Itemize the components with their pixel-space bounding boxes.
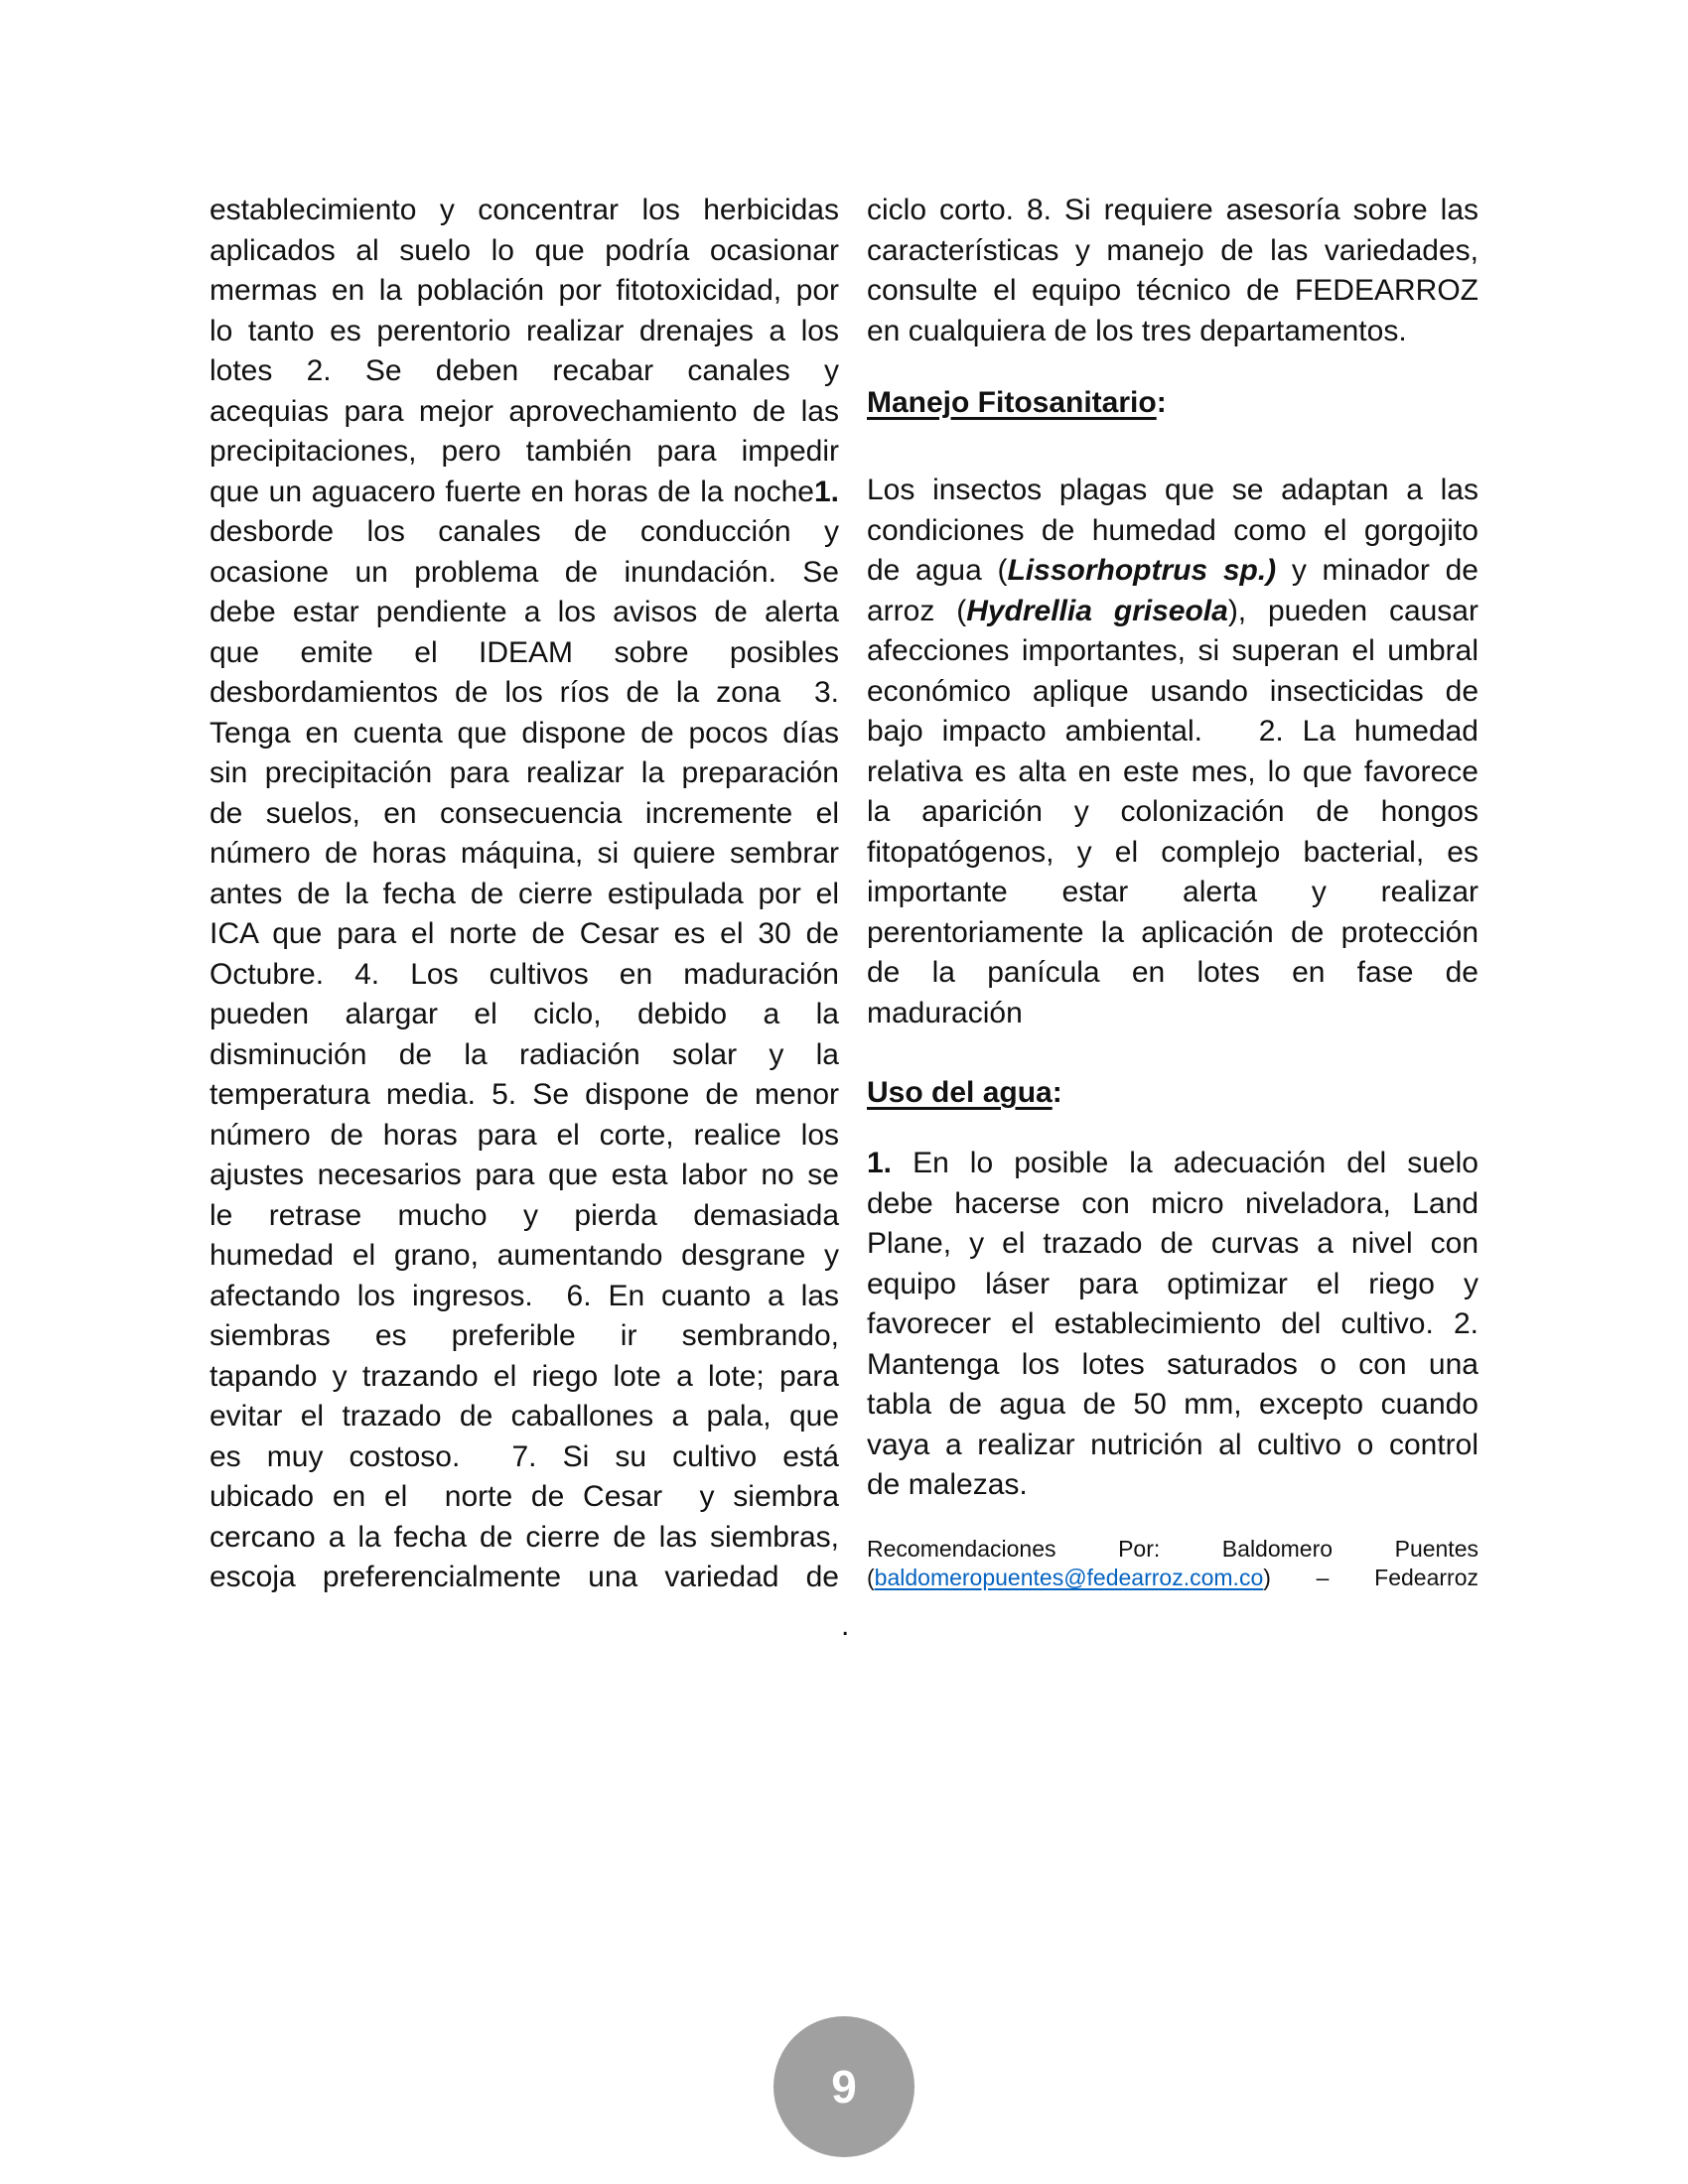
text-line: escoja preferencialmente una variedad de	[210, 1561, 839, 1593]
credits-line-2	[867, 1564, 1478, 1592]
text-line: ICA que para el norte de Cesar es el 30 de	[210, 917, 839, 950]
text-segment: 1.	[813, 475, 839, 508]
text-segment: )	[1263, 1565, 1317, 1590]
text-line: equipo láser para optimizar el riego y	[867, 1267, 1478, 1300]
text-line: pueden alargar el ciclo, debido a la	[210, 998, 839, 1030]
text-line: vaya a realizar nutrición al cultivo o control	[867, 1428, 1478, 1461]
credits-line-1: Recomendaciones Por: Baldomero Puentes	[867, 1536, 1478, 1562]
text-line: afecciones importantes, si superan el umbral	[867, 634, 1478, 667]
text-line: importante estar alerta y realizar	[867, 876, 1478, 908]
text-segment: En lo posible la adecuación del suelo	[892, 1147, 1478, 1179]
text-line: precipitaciones, pero también para impedir	[210, 435, 839, 468]
text-line: temperatura media. 5. Se dispone de menor	[210, 1078, 839, 1111]
stray-period: .	[841, 1609, 850, 1642]
text-line: lotes 2. Se deben recabar canales y	[210, 354, 839, 387]
text-line: Octubre. 4. Los cultivos en maduración	[210, 957, 839, 991]
text-segment: Fedearroz	[1374, 1565, 1478, 1590]
heading-text: Manejo Fitosanitario	[867, 386, 1157, 419]
text-line: Los insectos plagas que se adaptan a las	[867, 474, 1478, 506]
right-paragraph-uso-del-agua	[867, 1144, 1478, 1506]
heading-text: Uso del agua	[867, 1076, 1053, 1109]
text-line: fitopatógenos, y el complejo bacterial, es	[867, 835, 1478, 869]
text-line: tabla de agua de 50 mm, excepto cuando	[867, 1388, 1478, 1421]
heading-colon: :	[1052, 1076, 1062, 1109]
text-segment: arroz (	[867, 594, 967, 627]
text-line: siembras es preferible ir sembrando,	[210, 1319, 839, 1352]
text-line: ajustes necesarios para que esta labor no se	[210, 1159, 839, 1191]
heading-colon: :	[1156, 386, 1167, 419]
text-line: número de horas para el corte, realice los	[210, 1118, 839, 1152]
text-line: Plane, y el trazado de curvas a nivel con	[867, 1227, 1478, 1260]
page-number-badge: 9	[774, 2016, 914, 2157]
text-line: evitar el trazado de caballones a pala, que	[210, 1400, 839, 1433]
text-line	[867, 1144, 1478, 1184]
text-line: sin precipitación para realizar la preparación	[210, 756, 839, 789]
text-line: favorecer el establecimiento del cultivo. 2.	[867, 1307, 1478, 1340]
text-line	[867, 551, 1478, 592]
email-link[interactable]: baldomeropuentes@fedearroz.com.co	[874, 1565, 1264, 1590]
right-paragraph-fitosanitario	[867, 471, 1478, 1033]
text-line: que emite el IDEAM sobre posibles	[210, 635, 839, 669]
text-line: acequias para mejor aprovechamiento de las	[210, 394, 839, 428]
text-line: establecimiento y concentrar los herbicidas	[210, 194, 839, 226]
text-line: Mantenga los lotes saturados o con una	[867, 1347, 1478, 1381]
text-line: en cualquiera de los tres departamentos.	[867, 314, 1407, 347]
text-line: mermas en la población por fitotoxicidad, por	[210, 274, 839, 307]
text-line	[210, 473, 839, 513]
left-column-paragraph	[210, 191, 839, 1598]
text-line: debe estar pendiente a los avisos de alerta	[210, 596, 839, 628]
text-line: perentoriamente la aplicación de protección	[867, 915, 1478, 949]
text-segment: (	[867, 1565, 875, 1590]
text-line: Tenga en cuenta que dispone de pocos días	[210, 716, 839, 750]
text-line: afectando los ingresos. 6. En cuanto a las	[210, 1279, 839, 1312]
text-line: bajo impacto ambiental. 2. La humedad	[867, 715, 1478, 748]
text-segment: 1.	[867, 1147, 893, 1179]
heading-manejo-fitosanitario	[867, 383, 1167, 424]
text-line: lo tanto es perentorio realizar drenajes a los	[210, 314, 839, 347]
text-line: número de horas máquina, si quiere sembrar	[210, 837, 839, 870]
credits-footer	[867, 1535, 1478, 1592]
right-paragraph-intro	[867, 191, 1478, 351]
text-line: debe hacerse con micro niveladora, Land	[867, 1186, 1478, 1220]
text-line: características y manejo de las variedades,	[867, 233, 1478, 267]
text-line: ubicado en el norte de Cesar y siembra	[210, 1480, 839, 1513]
text-line: ocasione un problema de inundación. Se	[210, 555, 839, 589]
text-segment: Lissorhoptrus sp.)	[1007, 554, 1277, 587]
text-line: la aparición y colonización de hongos	[867, 795, 1478, 828]
text-line: disminución de la radiación solar y la	[210, 1037, 839, 1071]
text-segment: que un aguacero fuerte en horas de la noche	[210, 475, 814, 508]
text-line: de la panícula en lotes en fase de	[867, 956, 1478, 989]
text-line: condiciones de humedad como el gorgojito	[867, 513, 1478, 547]
text-line: ciclo corto. 8. Si requiere asesoría sobre las	[867, 194, 1478, 226]
text-segment: ), pueden causar	[1227, 594, 1478, 627]
text-line: antes de la fecha de cierre estipulada por el	[210, 877, 839, 910]
text-line: relativa es alta en este mes, lo que favorece	[867, 754, 1478, 788]
text-line: consulte el equipo técnico de FEDEARROZ	[867, 274, 1478, 307]
text-line: desbordamientos de los ríos de la zona 3.	[210, 676, 839, 709]
text-line: cercano a la fecha de cierre de las siembras,	[210, 1520, 839, 1554]
text-line: económico aplique usando insecticidas de	[867, 674, 1478, 708]
text-line: de suelos, en consecuencia incremente el	[210, 796, 839, 830]
text-line: de malezas.	[867, 1468, 1028, 1501]
text-segment: Hydrellia griseola	[966, 594, 1228, 627]
text-line	[867, 592, 1478, 632]
text-line: es muy costoso. 7. Si su cultivo está	[210, 1439, 839, 1473]
text-line: maduración	[867, 996, 1023, 1029]
text-line: desborde los canales de conducción y	[210, 515, 839, 548]
heading-uso-del-agua	[867, 1073, 1062, 1114]
text-line: aplicados al suelo lo que podría ocasionar	[210, 233, 839, 267]
text-line: humedad el grano, aumentando desgrane y	[210, 1239, 839, 1272]
text-line: le retrase mucho y pierda demasiada	[210, 1198, 839, 1232]
text-segment: y minador de	[1276, 554, 1478, 587]
text-segment: de agua (	[867, 554, 1008, 587]
text-segment: –	[1316, 1565, 1375, 1590]
text-line: tapando y trazando el riego lote a lote; para	[210, 1359, 839, 1393]
